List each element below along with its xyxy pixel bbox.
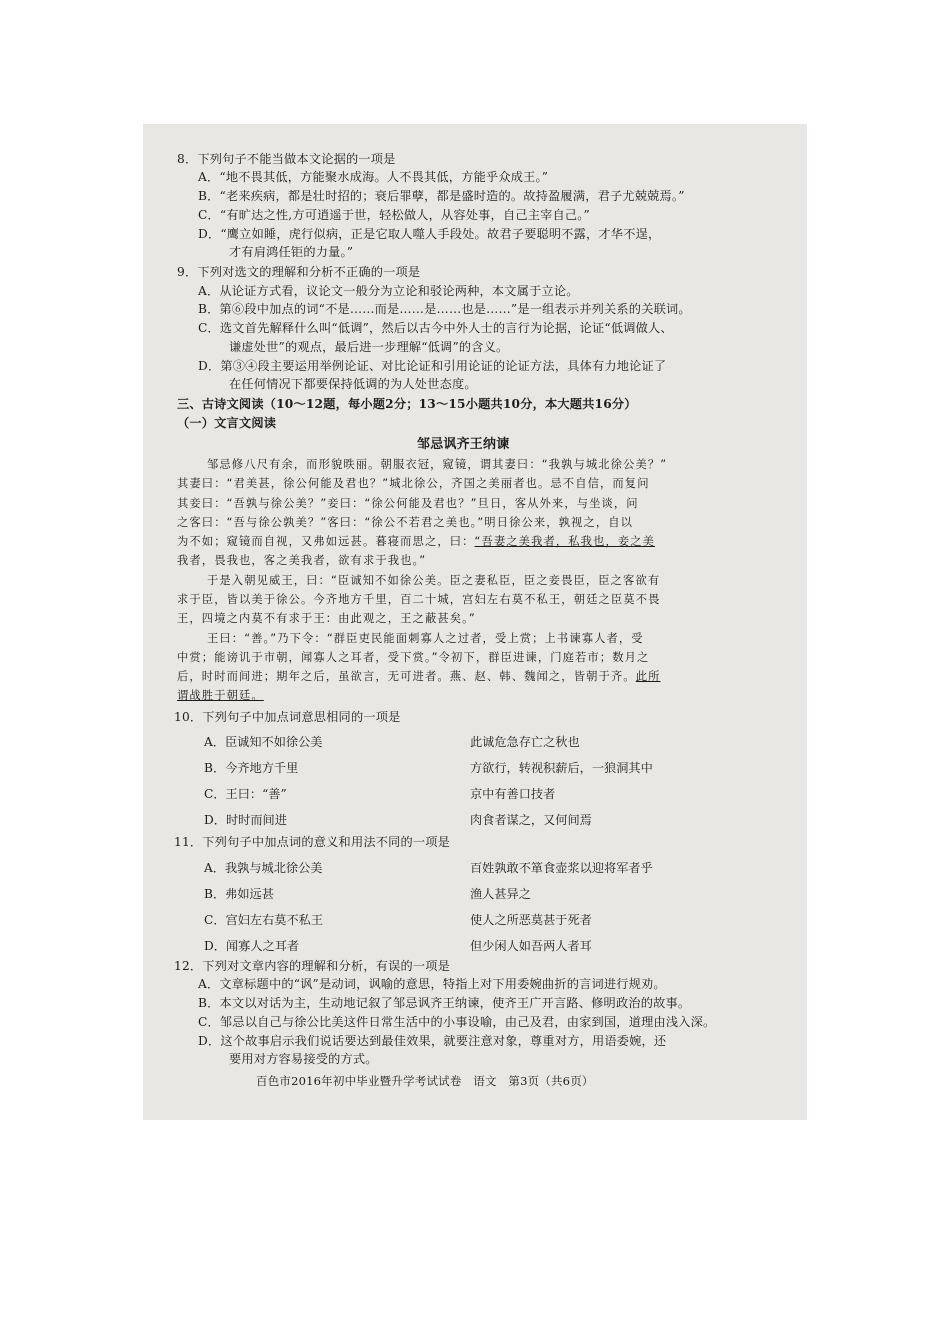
passage-title: 邹忌讽齐王纳谏 xyxy=(417,437,510,452)
q11-option-b-right: 渔人甚异之 xyxy=(470,887,531,901)
q11-option-a-right: 百姓孰敢不箪食壶浆以迎将军者乎 xyxy=(470,861,653,875)
section-heading: 三、古诗文阅读（10～12题，每小题2分；13～15小题共10分，本大题共16分） xyxy=(177,397,637,411)
q11-option-b-left: B．弗如远甚 xyxy=(204,887,274,901)
q10-option-c-right: 京中有善口技者 xyxy=(470,787,556,801)
q10-option-b-right: 方欲行，转视积薪后，一狼洞其中 xyxy=(470,761,653,775)
q10-option-d-right: 肉食者谋之，又何间焉 xyxy=(470,813,592,827)
q9-option-c-cont: 谦虚处世”的观点，最后进一步理解“低调”的含义。 xyxy=(229,340,509,354)
q12-stem: 12．下列对文章内容的理解和分析，有误的一项是 xyxy=(174,959,451,973)
q11-option-d-left: D．闻寡人之耳者 xyxy=(204,939,300,953)
passage-line: 其妻曰：“君美甚，徐公何能及君也？”城北徐公，齐国之美丽者也。忌不自信，而复问 xyxy=(177,477,650,490)
passage-line: 求于臣，皆以美于徐公。今齐地方千里，百二十城，宫妇左右莫不私王，朝廷之臣莫不畏 xyxy=(177,593,661,606)
q10-option-c-left: C．王曰：“善” xyxy=(204,787,287,801)
q12-option-a: A．文章标题中的“讽”是动词，讽喻的意思，特指上对下用委婉曲折的言词进行规劝。 xyxy=(198,977,666,991)
page-footer: 百色市2016年初中毕业暨升学考试试卷 语文 第3页（共6页） xyxy=(256,1074,594,1088)
q10-option-a-left: A．臣诚知不如徐公美 xyxy=(204,735,323,749)
passage-line: 为不如；窥镜而自视，又弗如远甚。暮寝而思之，曰：“吾妻之美我者，私我也，妾之美 xyxy=(177,535,656,548)
q8-option-b: B．“老来疾病，都是壮时招的；衰后罪孽，都是盛时造的。故持盈履满，君子尤兢兢焉。” xyxy=(198,189,685,203)
q8-option-c: C．“有旷达之性,方可逍遥于世，轻松做人，从容处事，自己主宰自己。” xyxy=(198,208,590,222)
passage-line: 我者，畏我也，客之美我者，欲有求于我也。” xyxy=(177,554,427,567)
q11-option-a-left: A．我孰与城北徐公美 xyxy=(204,861,323,875)
q12-option-d-cont: 要用对方容易接受的方式。 xyxy=(229,1052,378,1066)
passage-line: 谓战胜于朝廷。 xyxy=(177,689,264,702)
passage-line: 邹忌修八尺有余，而形貌昳丽。朝服衣冠，窥镜，谓其妻曰：“我孰与城北徐公美？” xyxy=(207,458,668,471)
q11-option-d-right: 但少闲人如吾两人者耳 xyxy=(470,939,592,953)
q10-option-b-left: B．今齐地方千里 xyxy=(204,761,299,775)
exam-page xyxy=(143,124,807,1120)
passage-line: 后，时时而间进；期年之后，虽欲言，无可进者。燕、赵、韩、魏闻之，皆朝于齐。此所 xyxy=(177,670,661,683)
q11-option-c-right: 使人之所恶莫甚于死者 xyxy=(470,913,592,927)
q8-option-d: D．“鹰立如睡，虎行似病，正是它取人噬人手段处。故君子要聪明不露，才华不逞， xyxy=(198,227,661,241)
q10-option-a-right: 此诚危急存亡之秋也 xyxy=(470,735,580,749)
q10-option-d-left: D．时时而间进 xyxy=(204,813,287,827)
q9-option-d: D．第③④段主要运用举例论证、对比论证和引用论证的论证方法，具体有力地论证了 xyxy=(198,359,667,373)
q12-option-d: D．这个故事启示我们说话要达到最佳效果，就要注意对象，尊重对方，用语委婉，还 xyxy=(198,1034,667,1048)
q9-option-d-cont: 在任何情况下都要保持低调的为人处世态度。 xyxy=(229,377,477,391)
passage-underlined-phrase: 此所 xyxy=(635,670,661,683)
q8-option-a: A．“地不畏其低，方能聚水成海。人不畏其低，方能乎众成王。” xyxy=(198,170,549,184)
passage-line: 其妾曰：“吾孰与徐公美？”妾曰：“徐公何能及君也？”旦日，客从外来，与坐谈，问 xyxy=(177,497,639,510)
q10-stem: 10．下列句子中加点词意思相同的一项是 xyxy=(174,710,401,724)
section-subheading: （一）文言文阅读 xyxy=(177,416,277,430)
q9-option-b: B．第⑥段中加点的词“不是……而是……是……也是……”是一组表示并列关系的关联词。 xyxy=(198,302,691,316)
q8-option-d-cont: 才有肩鸿任钜的力量。” xyxy=(229,245,354,259)
q8-stem: 8．下列句子不能当做本文论据的一项是 xyxy=(177,152,396,166)
passage-underlined-sentence: “吾妻之美我者，私我也，妾之美 xyxy=(474,535,656,548)
passage-line: 之客曰：“吾与徐公孰美？”客曰：“徐公不若君之美也。”明日徐公来，孰视之，自以 xyxy=(177,516,634,529)
passage-line: 王曰：“善。”乃下令：“群臣吏民能面刺寡人之过者，受上赏；上书谏寡人者，受 xyxy=(207,632,644,645)
q11-stem: 11．下列句子中加点词的意义和用法不同的一项是 xyxy=(174,835,451,849)
q12-option-c: C．邹忌以自己与徐公比美这件日常生活中的小事设喻，由己及君，由家到国，道理由浅入深。 xyxy=(198,1015,716,1029)
q9-stem: 9．下列对选文的理解和分析不正确的一项是 xyxy=(177,265,421,279)
q11-option-c-left: C．宫妇左右莫不私王 xyxy=(204,913,324,927)
passage-line: 王，四境之内莫不有求于王：由此观之，王之蔽甚矣。” xyxy=(177,612,476,625)
q12-option-b: B．本文以对话为主，生动地记叙了邹忌讽齐王纳谏，使齐王广开言路、修明政治的故事。 xyxy=(198,996,691,1010)
q9-option-c: C．选文首先解释什么叫“低调”，然后以古今中外人士的言行为论据，论证“低调做人、 xyxy=(198,321,673,335)
passage-line: 于是入朝见威王，曰：“臣诚知不如徐公美。臣之妻私臣，臣之妾畏臣，臣之客欲有 xyxy=(207,574,661,587)
q9-option-a: A．从论证方式看，议论文一般分为立论和驳论两种，本文属于立论。 xyxy=(198,284,579,298)
passage-line: 中赏；能谤讥于市朝，闻寡人之耳者，受下赏。”令初下，群臣进谏，门庭若市；数月之 xyxy=(177,651,650,664)
